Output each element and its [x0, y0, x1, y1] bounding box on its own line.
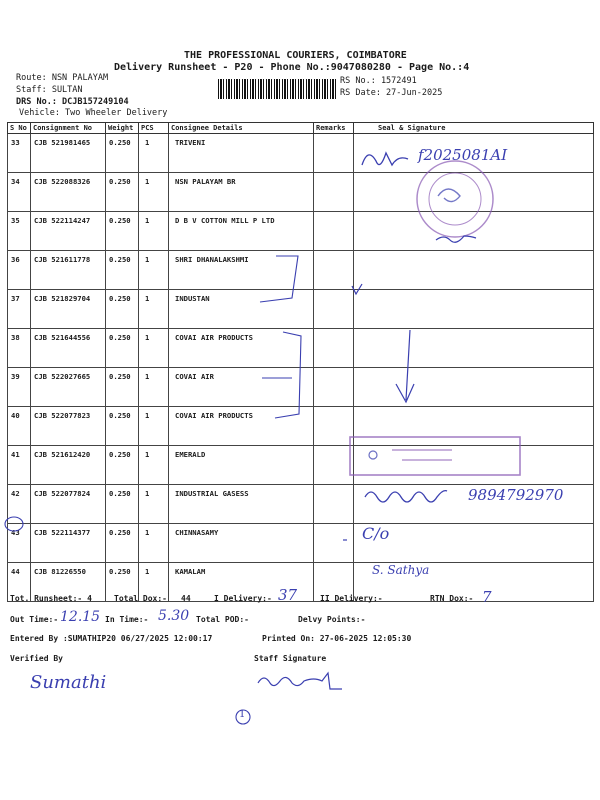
cell-sno: 36	[8, 251, 31, 290]
cell-weight: 0.250	[106, 368, 139, 407]
cell-pcs: 1	[139, 407, 169, 446]
delvy-points-label: Delvy Points:-	[298, 615, 366, 624]
printed-on: Printed On: 27-06-2025 12:05:30	[262, 634, 412, 643]
cell-weight: 0.250	[106, 251, 139, 290]
total-pod-label: Total POD:-	[196, 615, 249, 624]
staff: Staff: SULTAN	[16, 85, 83, 95]
cell-sno: 42	[8, 485, 31, 524]
cell-pcs: 1	[139, 173, 169, 212]
col-pcs: PCS	[139, 123, 169, 134]
col-seal: Seal & Signature	[354, 123, 594, 134]
route: Route: NSN PALAYAM	[16, 73, 109, 83]
rs-date: RS Date: 27-Jun-2025	[340, 88, 443, 98]
cell-weight: 0.250	[106, 134, 139, 173]
cell-weight: 0.250	[106, 563, 139, 602]
cell-consignment-no: CJB 81226550	[31, 563, 106, 602]
cell-consignee: CHINNASAMY	[169, 524, 314, 563]
rs-no: RS No.: 1572491	[340, 76, 417, 86]
cell-consignment-no: CJB 521612420	[31, 446, 106, 485]
cell-pcs: 1	[139, 368, 169, 407]
cell-consignee: SHRI DHANALAKSHMI	[169, 251, 314, 290]
ii-delivery-label: II Delivery:-	[320, 594, 383, 603]
cell-sno: 44	[8, 563, 31, 602]
rtn-dox-hand: 7	[482, 588, 492, 606]
company-title: THE PROFESSIONAL COURIERS, COIMBATORE	[184, 50, 407, 61]
down-arrow-icon	[396, 330, 414, 402]
row41-stamp-icon	[350, 437, 520, 475]
cell-sno: 37	[8, 290, 31, 329]
row44-handwritten-note: S. Sathya	[372, 563, 430, 577]
cell-sno: 38	[8, 329, 31, 368]
cell-pcs: 1	[139, 446, 169, 485]
cell-consignment-no: CJB 521829704	[31, 290, 106, 329]
drs-no: DRS No.: DCJB157249104	[16, 97, 129, 107]
cell-consignee: D B V COTTON MILL P LTD	[169, 212, 314, 251]
cell-sno: 39	[8, 368, 31, 407]
col-remarks: Remarks	[314, 123, 354, 134]
cell-pcs: 1	[139, 563, 169, 602]
cell-consignment-no: CJB 522088326	[31, 173, 106, 212]
row43-handwritten-note: C/o	[362, 524, 390, 543]
out-time-hand: 12.15	[60, 609, 101, 625]
cell-consignment-no: CJB 522114247	[31, 212, 106, 251]
staff-signature-icon	[258, 673, 342, 689]
cell-consignment-no: CJB 521611778	[31, 251, 106, 290]
cell-sno: 35	[8, 212, 31, 251]
cell-sno: 43	[8, 524, 31, 563]
verified-by-label: Verified By	[10, 654, 63, 663]
cell-sno: 33	[8, 134, 31, 173]
cell-consignee: COVAI AIR	[169, 368, 314, 407]
total-dox-value: 44	[181, 594, 191, 603]
i-delivery-hand: 37	[278, 586, 298, 604]
rtn-dox-label: RTN Dox:-	[430, 594, 474, 603]
row42-signature-icon	[365, 491, 447, 502]
cell-consignment-no: CJB 522077824	[31, 485, 106, 524]
total-dox-label: Total Dox:-	[114, 594, 167, 603]
cell-consignee: EMERALD	[169, 446, 314, 485]
cell-pcs: 1	[139, 329, 169, 368]
bracket-icon	[260, 256, 298, 302]
cell-weight: 0.250	[106, 407, 139, 446]
cell-consignee: NSN PALAYAM BR	[169, 173, 314, 212]
cell-weight: 0.250	[106, 329, 139, 368]
cell-consignment-no: CJB 521981465	[31, 134, 106, 173]
row33-handwritten-note: f2025081AI	[418, 146, 508, 164]
runsheet-subtitle: Delivery Runsheet - P20 - Phone No.:9047080280 - Page No.:4	[114, 62, 470, 73]
cell-consignment-no: CJB 521644556	[31, 329, 106, 368]
cell-sno: 34	[8, 173, 31, 212]
page-circle-number: 1	[239, 709, 246, 720]
col-sno: S No	[8, 123, 31, 134]
cell-weight: 0.250	[106, 290, 139, 329]
row42-handwritten-phone: 9894792970	[468, 486, 564, 504]
col-consignment: Consignment No	[31, 123, 106, 134]
cell-weight: 0.250	[106, 212, 139, 251]
cell-sno: 41	[8, 446, 31, 485]
cell-consignee: COVAI AIR PRODUCTS	[169, 407, 314, 446]
i-delivery-label: I Delivery:-	[214, 594, 272, 603]
cell-consignee: TRIVENI	[169, 134, 314, 173]
col-consignee: Consignee Details	[169, 123, 314, 134]
cell-sno: 40	[8, 407, 31, 446]
in-time-label: In Time:-	[105, 615, 149, 624]
seal-stamp-icon	[417, 161, 493, 237]
tot-runsheet: Tot. Runsheet:- 4	[10, 594, 92, 603]
staff-signature-label: Staff Signature	[254, 654, 327, 663]
cell-pcs: 1	[139, 134, 169, 173]
row33-signature-icon	[362, 153, 408, 165]
cell-consignee: COVAI AIR PRODUCTS	[169, 329, 314, 368]
bracket-icon	[275, 332, 301, 418]
in-time-hand: 5.30	[158, 608, 190, 624]
cell-consignee: INDUSTAN	[169, 290, 314, 329]
cell-consignment-no: CJB 522114377	[31, 524, 106, 563]
verified-signature: Sumathi	[30, 672, 107, 693]
cell-consignment-no: CJB 522077823	[31, 407, 106, 446]
out-time-label: Out Time:-	[10, 615, 59, 624]
cell-pcs: 1	[139, 290, 169, 329]
row43-circle-icon	[5, 517, 23, 531]
cell-pcs: 1	[139, 485, 169, 524]
entered-by: Entered By :SUMATHIP20 06/27/2025 12:00:17	[10, 634, 213, 643]
cell-pcs: 1	[139, 524, 169, 563]
cell-pcs: 1	[139, 251, 169, 290]
cell-consignment-no: CJB 522027665	[31, 368, 106, 407]
cell-weight: 0.250	[106, 446, 139, 485]
cell-weight: 0.250	[106, 524, 139, 563]
row37-tick-icon	[352, 284, 362, 294]
cell-consignee: KAMALAM	[169, 563, 314, 602]
vehicle: Vehicle: Two Wheeler Delivery	[19, 108, 168, 118]
cell-pcs: 1	[139, 212, 169, 251]
cell-weight: 0.250	[106, 485, 139, 524]
cell-weight: 0.250	[106, 173, 139, 212]
cell-consignee: INDUSTRIAL GASESS	[169, 485, 314, 524]
col-weight: Weight	[106, 123, 139, 134]
